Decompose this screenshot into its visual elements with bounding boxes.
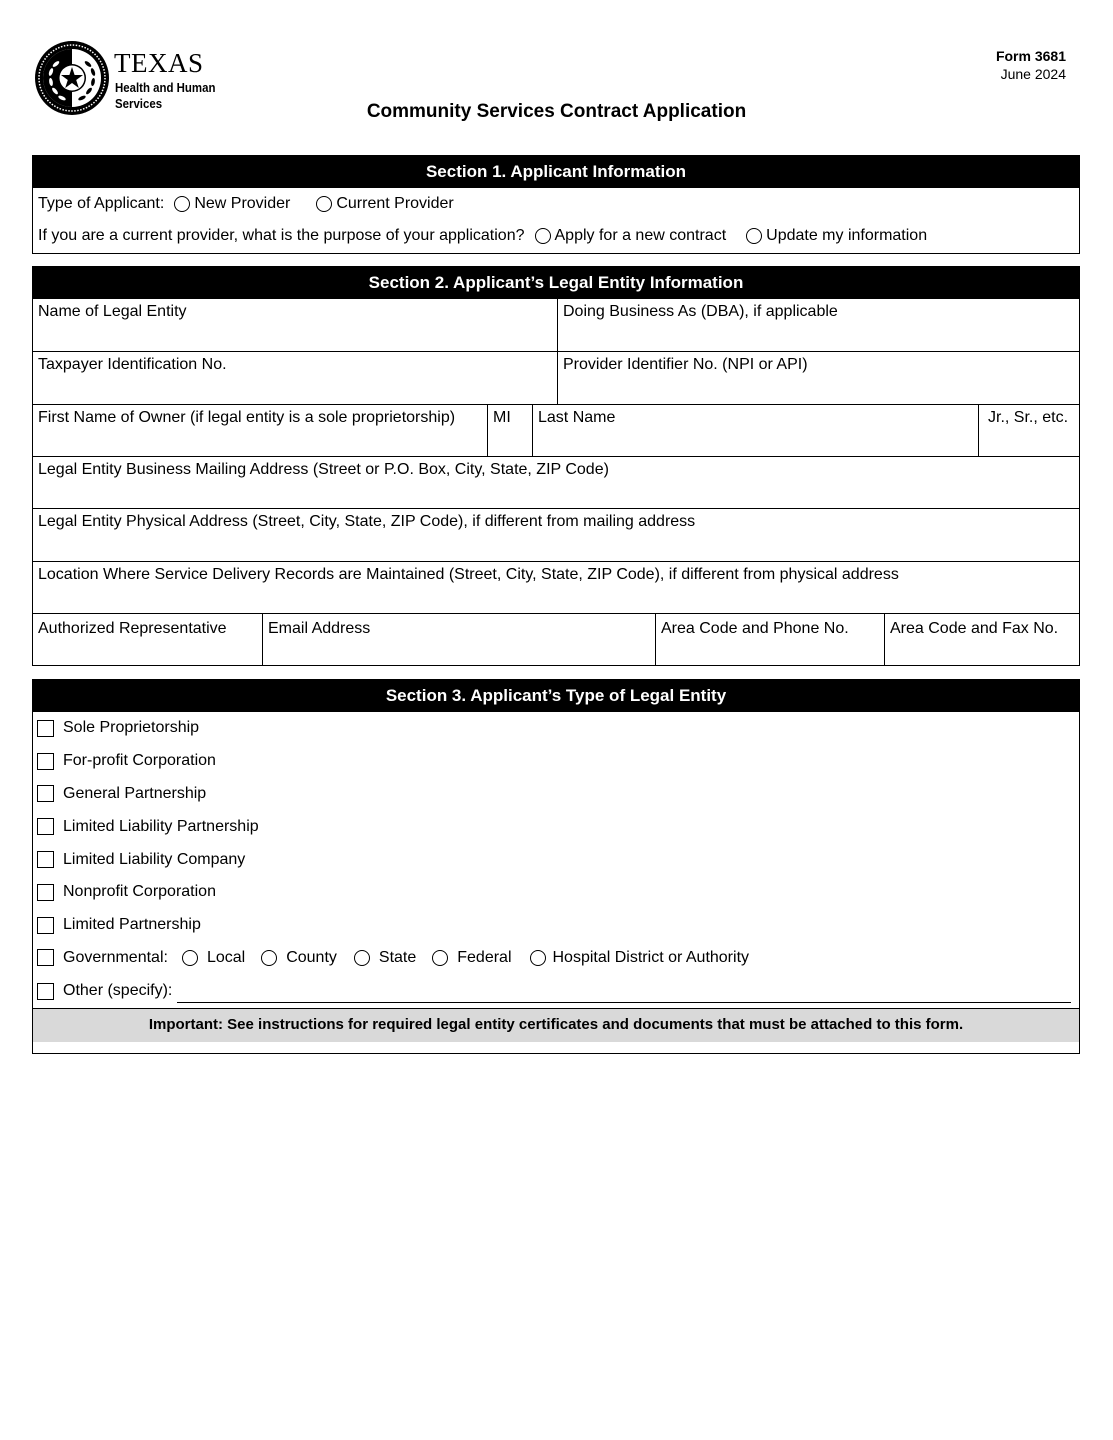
applicant-type-label: Type of Applicant: (38, 194, 165, 212)
field-label: Location Where Service Delivery Records are Maintained (Street, City, State, ZIP Code), if different from physical address (38, 566, 899, 583)
important-note: Important: See instructions for required legal entity certificates and documents that must be attached to this form. (33, 1008, 1079, 1042)
section-2-heading: Section 2. Applicant’s Legal Entity Information (33, 267, 1079, 299)
field-label: Legal Entity Business Mailing Address (Street or P.O. Box, City, State, ZIP Code) (38, 461, 609, 478)
checkbox-limited-liability-company[interactable] (33, 843, 1079, 876)
logo-line-2: Health and Human (115, 80, 216, 95)
other-specify-input[interactable] (177, 980, 1071, 1003)
authorized-rep-field[interactable] (33, 614, 262, 666)
checkbox-icon[interactable] (37, 884, 54, 901)
checkbox-limited-partnership[interactable] (33, 909, 1079, 942)
fax-field[interactable] (884, 614, 1079, 666)
radio-label: State (378, 948, 417, 966)
field-label: Provider Identifier No. (NPI or API) (563, 356, 808, 373)
other-label: Other (specify): (63, 982, 173, 1000)
checkbox-icon[interactable] (37, 851, 54, 868)
checkbox-icon[interactable] (37, 917, 54, 934)
radio-circle-icon[interactable] (746, 228, 762, 244)
radio-gov-hospital-district[interactable] (530, 949, 750, 967)
radio-label: Current Provider (336, 194, 454, 212)
radio-label: Update my information (766, 226, 928, 244)
owner-name-row (33, 404, 1079, 456)
contact-row (33, 613, 1079, 666)
radio-circle-icon[interactable] (530, 950, 546, 966)
checkbox-label: Limited Liability Partnership (63, 817, 259, 835)
checkbox-limited-liability-partnership[interactable] (33, 810, 1079, 843)
mi-field[interactable] (487, 405, 532, 456)
field-label: Taxpayer Identification No. (38, 356, 227, 373)
form-number: Form 3681 (995, 48, 1066, 64)
dba-field[interactable] (557, 299, 1079, 351)
physical-address-field[interactable] (33, 509, 1079, 561)
governmental-row (33, 942, 1079, 975)
radio-apply-new-contract[interactable] (535, 227, 727, 245)
checkbox-icon[interactable] (37, 818, 54, 835)
mailing-address-field[interactable] (33, 457, 1079, 508)
radio-label: Hospital District or Authority (552, 948, 750, 966)
checkbox-general-partnership[interactable] (33, 778, 1079, 811)
checkbox-sole-proprietorship[interactable] (33, 712, 1079, 745)
form-date: June 2024 (1000, 66, 1066, 82)
radio-gov-federal[interactable] (432, 949, 511, 967)
checkbox-icon[interactable] (37, 785, 54, 802)
applicant-type-row (33, 188, 1079, 219)
logo-line-3: Services (115, 96, 163, 111)
field-label: Last Name (538, 409, 616, 426)
checkbox-nonprofit-corporation[interactable] (33, 876, 1079, 909)
field-label: Name of Legal Entity (38, 303, 187, 320)
logo-wordmark-texas: TEXAS (114, 48, 204, 78)
radio-circle-icon[interactable] (261, 950, 277, 966)
owner-first-name-field[interactable] (33, 405, 487, 456)
checkbox-label: General Partnership (63, 784, 207, 802)
field-label: Email Address (268, 620, 371, 637)
field-label: Area Code and Phone No. (661, 620, 849, 637)
checkbox-icon[interactable] (37, 720, 54, 737)
radio-circle-icon[interactable] (432, 950, 448, 966)
radio-circle-icon[interactable] (535, 228, 551, 244)
radio-circle-icon[interactable] (316, 196, 332, 212)
checkbox-governmental[interactable] (37, 949, 54, 966)
physical-address-row (33, 508, 1079, 561)
radio-label: Federal (457, 948, 512, 966)
radio-label: New Provider (194, 194, 291, 212)
email-field[interactable] (262, 614, 655, 666)
taxpayer-id-field[interactable] (33, 352, 557, 404)
radio-gov-county[interactable] (261, 949, 337, 967)
checkbox-label: Sole Proprietorship (63, 719, 200, 737)
section-2 (32, 266, 1080, 666)
radio-circle-icon[interactable] (354, 950, 370, 966)
radio-current-provider[interactable] (316, 195, 453, 213)
radio-label: County (286, 948, 337, 966)
suffix-field[interactable] (978, 405, 1079, 456)
purpose-label: If you are a current provider, what is the purpose of your application? (38, 226, 525, 244)
page-title: Community Services Contract Application (366, 101, 747, 122)
radio-circle-icon[interactable] (182, 950, 198, 966)
other-row (33, 974, 1079, 1008)
section-3 (32, 679, 1080, 1054)
checkbox-icon[interactable] (37, 753, 54, 770)
form-identifier (996, 47, 1066, 83)
provider-id-field[interactable] (557, 352, 1079, 404)
radio-circle-icon[interactable] (174, 196, 190, 212)
checkbox-label: Limited Partnership (63, 916, 201, 934)
checkbox-label: Limited Liability Company (63, 850, 246, 868)
radio-gov-local[interactable] (182, 949, 245, 967)
section-1-heading: Section 1. Applicant Information (33, 156, 1079, 188)
radio-update-information[interactable] (746, 227, 927, 245)
checkbox-label: Nonprofit Corporation (63, 883, 216, 901)
section-3-heading: Section 3. Applicant’s Type of Legal Entity (33, 680, 1079, 712)
field-label: Area Code and Fax No. (890, 620, 1059, 637)
radio-label: Apply for a new contract (554, 226, 727, 244)
legal-entity-name-field[interactable] (33, 299, 557, 351)
phone-field[interactable] (655, 614, 884, 666)
records-location-row (33, 561, 1079, 613)
field-label: Doing Business As (DBA), if applicable (563, 303, 838, 320)
field-label: MI (493, 409, 511, 426)
last-name-field[interactable] (532, 405, 978, 456)
governmental-label: Governmental: (63, 948, 168, 966)
checkbox-other[interactable] (37, 983, 54, 1000)
field-label: Legal Entity Physical Address (Street, City, State, ZIP Code), if different from mailing address (38, 513, 696, 530)
identifier-row (33, 351, 1079, 404)
records-location-field[interactable] (33, 562, 1079, 613)
field-label: Jr., Sr., etc. (988, 409, 1069, 426)
radio-new-provider[interactable] (174, 195, 290, 213)
mailing-address-row (33, 456, 1079, 508)
field-label: First Name of Owner (if legal entity is a sole proprietorship) (38, 409, 456, 426)
legal-entity-row (33, 299, 1079, 351)
field-label: Authorized Representative (38, 620, 227, 637)
section-1 (32, 155, 1080, 254)
radio-label: Local (206, 948, 246, 966)
checkbox-label: For-profit Corporation (63, 752, 216, 770)
application-purpose-row (33, 219, 1079, 252)
radio-gov-state[interactable] (354, 949, 416, 967)
checkbox-for-profit-corporation[interactable] (33, 745, 1079, 778)
